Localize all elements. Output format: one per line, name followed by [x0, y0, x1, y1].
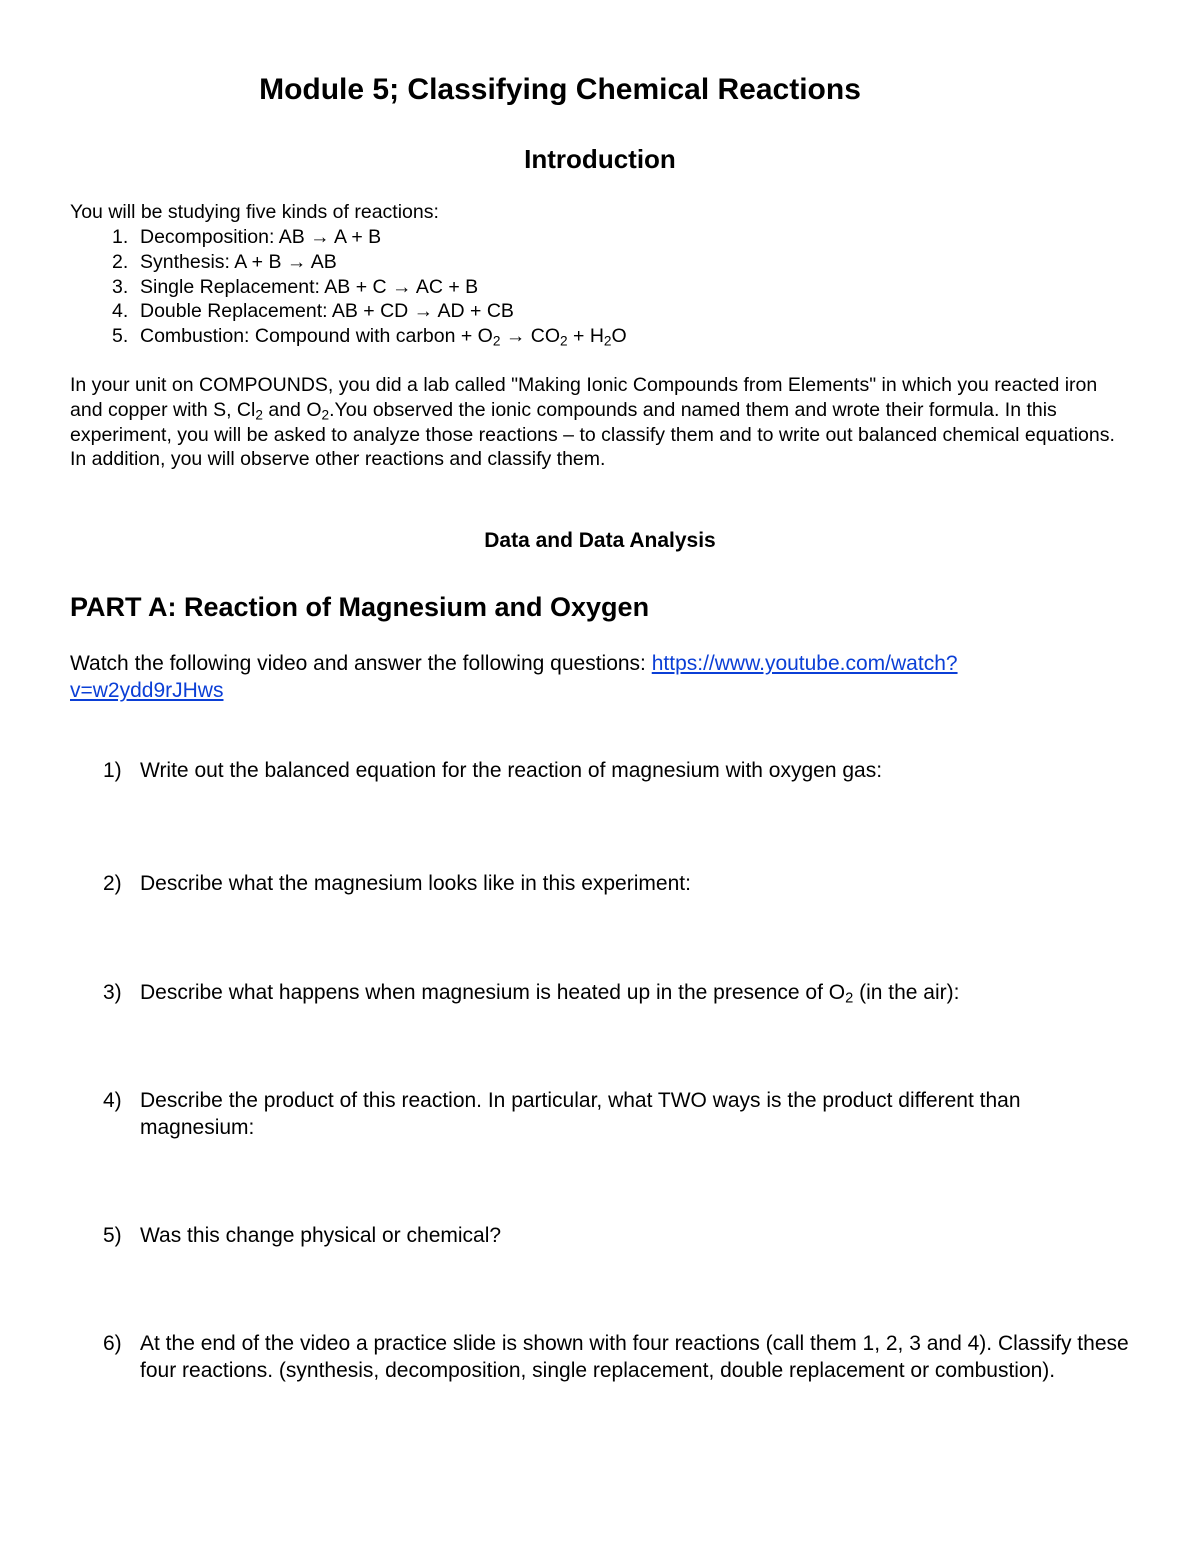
- page-title: Module 5; Classifying Chemical Reactions: [259, 73, 861, 106]
- list-item: 2. Synthesis: A + B → AB: [112, 250, 337, 273]
- list-item: 5. Combustion: Compound with carbon + $O_2 \to CO_2 + H_2O$: [112, 325, 627, 349]
- question-3: 3) Describe what happens when magnesium is heated up in the presence of $O_2$ (in the air):: [103, 981, 960, 1007]
- list-item: 1. Decomposition: AB → A + B: [112, 226, 382, 248]
- question-5: 5) Was this change physical or chemical?: [103, 1224, 502, 1247]
- question-1: 1) Write out the balanced equation for the reaction of magnesium with oxygen gas:: [103, 759, 883, 782]
- video-link[interactable]: https://www.youtube.com/watch? v=w2ydd9rJHws: [70, 652, 958, 702]
- intro-lead: You will be studying five kinds of reactions:: [70, 201, 439, 223]
- introduction-heading: Introduction: [524, 144, 676, 174]
- question-2: 2) Describe what the magnesium looks like in this experiment:: [103, 872, 691, 895]
- part-a-heading: PART A: Reaction of Magnesium and Oxygen: [70, 592, 650, 622]
- reaction-kinds-list: [70, 225, 627, 349]
- watch-instructions: Watch the following video and answer the following questions: https://www.youtube.com/watch? v=w2ydd9rJHws: [70, 652, 958, 702]
- question-6: 6) At the end of the video a practice slide is shown with four reactions (call them 1, 2, 3 and 4). Classify these four reactions. (synthesis, decomposition, single replacement, double replacement or combustion).: [103, 1332, 1129, 1382]
- list-item: 4. Double Replacement: AB + CD → AD + CB: [112, 300, 514, 323]
- intro-paragraph: In your unit on COMPOUNDS, you did a lab called "Making Ionic Compounds from Elements" in which you reacted iron and copper with S, $Cl_2$ and $O_2.You$ observed the ionic compounds and named them and wrote their formula. In this experiment, you will be asked to analyze those reactions – to classify them and to write out balanced chemical equations. In addition, you will observe other reactions and classify them.: [70, 374, 1115, 471]
- question-4: 4) Describe the product of this reaction. In particular, what TWO ways is the product different than magnesium:: [103, 1089, 1021, 1139]
- list-item: 3. Single Replacement: AB + C → AC + B: [112, 275, 479, 298]
- data-analysis-heading: Data and Data Analysis: [484, 529, 716, 552]
